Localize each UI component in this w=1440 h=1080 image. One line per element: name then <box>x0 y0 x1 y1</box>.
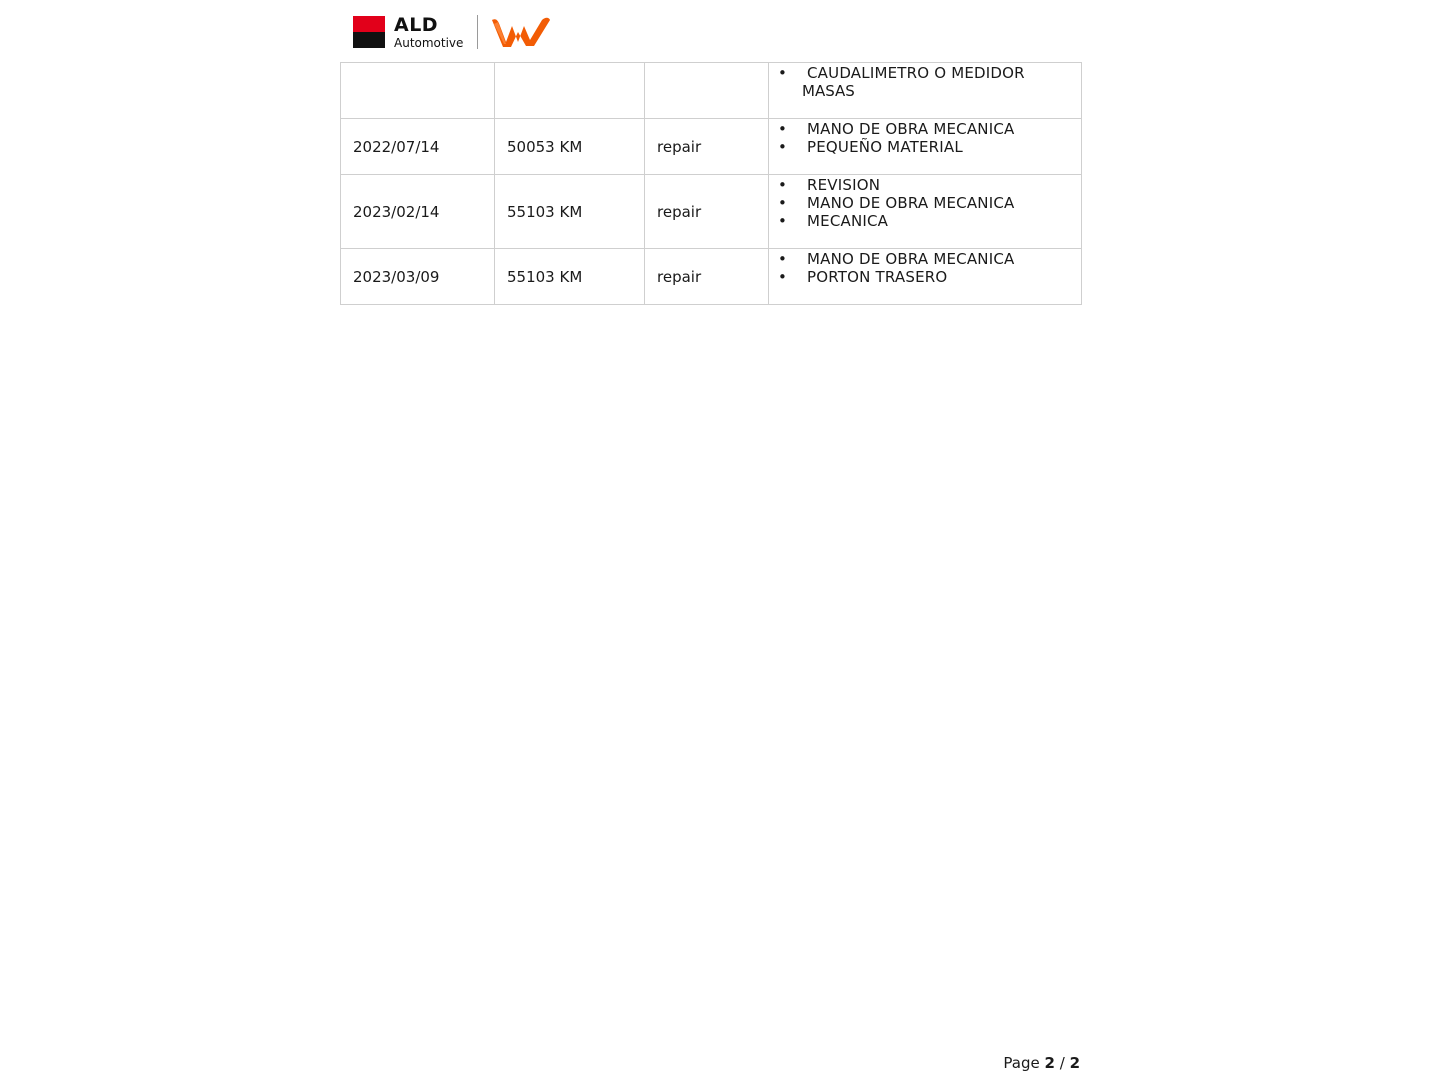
page-number <box>1003 1054 1080 1072</box>
mileage-cell <box>495 63 645 119</box>
items-list <box>777 64 1081 82</box>
document-header <box>353 14 552 50</box>
brand-subtitle: Automotive <box>394 35 464 50</box>
ald-logo-text <box>394 13 464 50</box>
list-item: • PORTON TRASERO <box>777 268 1081 286</box>
items-list <box>777 120 1081 156</box>
partner-logo-icon <box>490 14 552 50</box>
page-separator: / <box>1059 1054 1065 1072</box>
mileage-cell: 50053 KM <box>495 119 645 175</box>
table-row <box>341 175 1082 249</box>
list-item-continuation: MASAS <box>802 82 855 100</box>
logo-divider <box>477 15 478 49</box>
page-total: 2 <box>1069 1054 1080 1072</box>
mileage-cell: 55103 KM <box>495 249 645 305</box>
type-cell <box>645 63 769 119</box>
table-row <box>341 249 1082 305</box>
list-item: • CAUDALIMETRO O MEDIDOR <box>777 64 1081 82</box>
date-cell: 2023/02/14 <box>341 175 495 249</box>
list-item: • MECANICA <box>777 212 1081 230</box>
items-cell <box>769 175 1082 249</box>
list-item: • PEQUEÑO MATERIAL <box>777 138 1081 156</box>
mileage-cell: 55103 KM <box>495 175 645 249</box>
page-label: Page <box>1003 1054 1040 1072</box>
type-cell: repair <box>645 119 769 175</box>
brand-name: ALD <box>394 13 439 36</box>
table-row <box>341 119 1082 175</box>
items-list <box>777 250 1081 286</box>
items-cell <box>769 119 1082 175</box>
date-cell: 2023/03/09 <box>341 249 495 305</box>
list-item: • MANO DE OBRA MECANICA <box>777 194 1081 212</box>
items-list <box>777 176 1081 230</box>
table-row <box>341 63 1082 119</box>
list-item: • REVISION <box>777 176 1081 194</box>
date-cell <box>341 63 495 119</box>
list-item: • MANO DE OBRA MECANICA <box>777 250 1081 268</box>
page-current: 2 <box>1044 1054 1055 1072</box>
type-cell: repair <box>645 249 769 305</box>
type-cell: repair <box>645 175 769 249</box>
maintenance-history-table <box>340 62 1082 305</box>
date-cell: 2022/07/14 <box>341 119 495 175</box>
items-cell <box>769 249 1082 305</box>
items-cell <box>769 63 1082 119</box>
ald-logo-icon <box>353 16 385 48</box>
list-item: • MANO DE OBRA MECANICA <box>777 120 1081 138</box>
